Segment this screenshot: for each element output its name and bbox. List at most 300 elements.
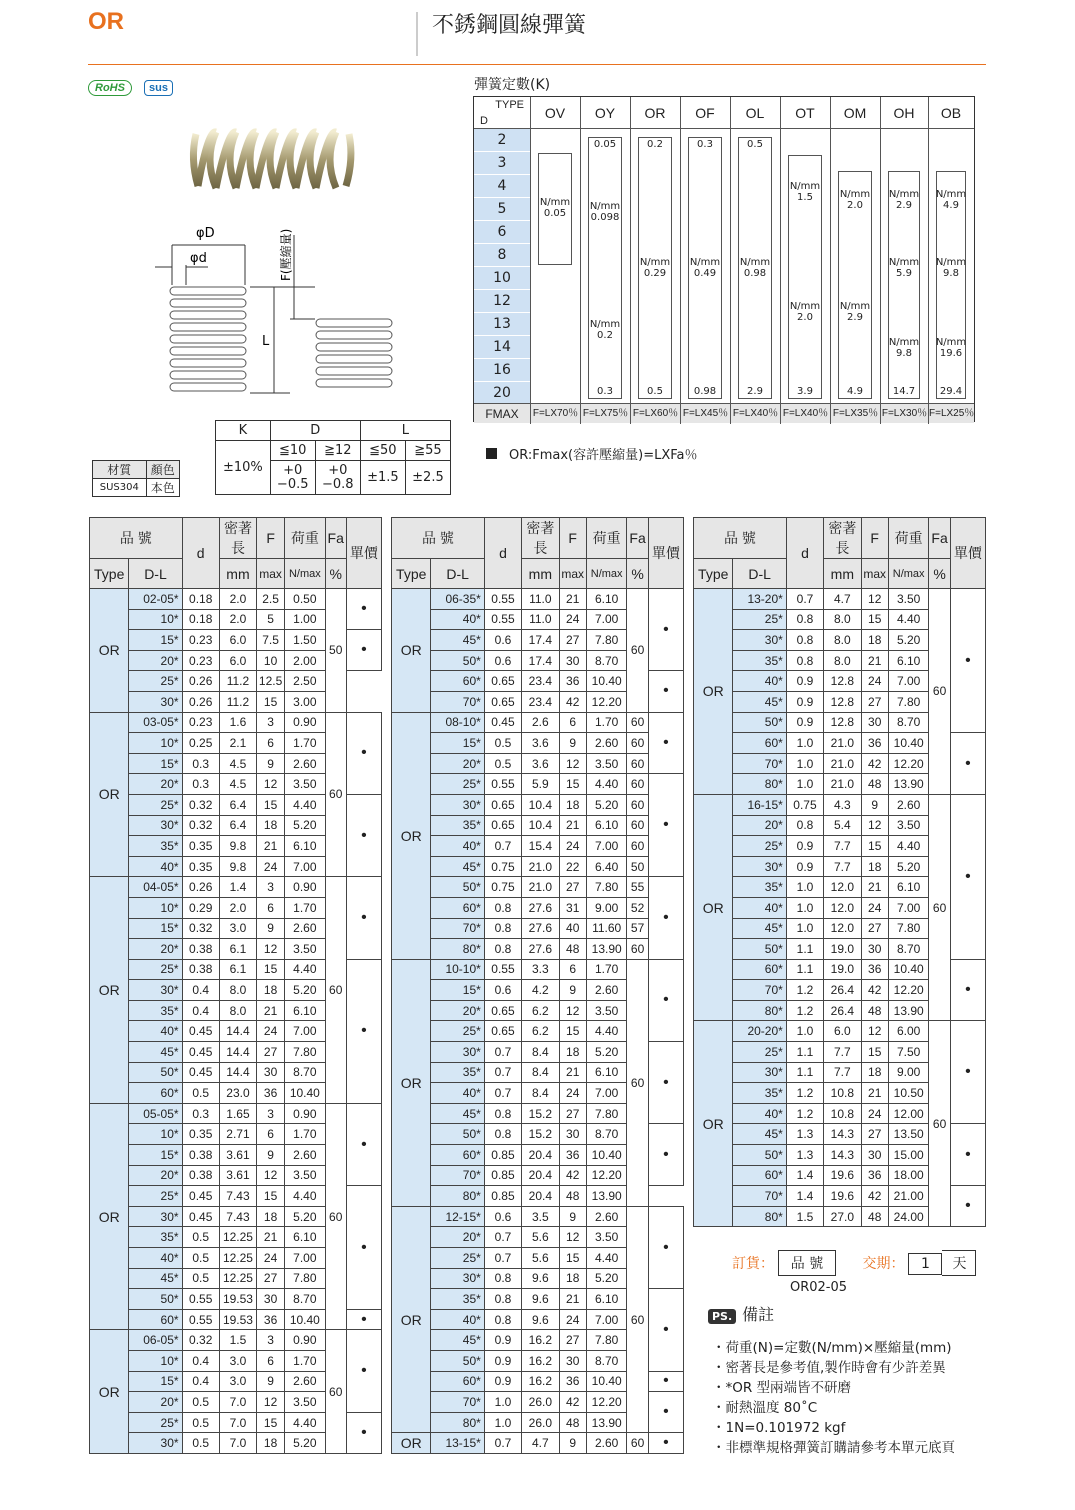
fmax-value: F=LX45％ bbox=[680, 404, 730, 424]
value-cell: 48 bbox=[861, 1206, 888, 1227]
pn-header: 品 號 bbox=[392, 518, 485, 559]
value-cell: 0.18 bbox=[182, 589, 219, 610]
page-title: 不銹鋼圓線彈簧 bbox=[432, 13, 587, 38]
value-cell: 7.00 bbox=[586, 836, 627, 857]
color-value: 本色 bbox=[146, 479, 179, 497]
type-cell: OR bbox=[392, 712, 431, 959]
value-cell: 1.0 bbox=[786, 733, 823, 754]
value-cell: 14.3 bbox=[824, 1145, 861, 1166]
oy-low-line: N/mm bbox=[589, 319, 621, 330]
value-cell: 27 bbox=[559, 877, 586, 898]
value-cell: 10.40 bbox=[888, 959, 929, 980]
value-cell: 9.8 bbox=[219, 836, 256, 857]
dl-cell: 30* bbox=[129, 980, 182, 1001]
table-row[interactable] bbox=[694, 1021, 986, 1042]
value-cell: 1.70 bbox=[285, 897, 325, 918]
oy-bar bbox=[588, 137, 622, 399]
fmax-value: F=LX60％ bbox=[630, 404, 680, 424]
value-cell: 4.3 bbox=[824, 794, 861, 815]
value-cell: 21.0 bbox=[522, 856, 559, 877]
dl-cell: 70* bbox=[431, 1165, 484, 1186]
price-cell: • bbox=[346, 1412, 381, 1453]
dl-cell: 15* bbox=[129, 630, 182, 651]
dl-cell: 06-05* bbox=[129, 1330, 182, 1351]
value-cell: 3.6 bbox=[522, 733, 559, 754]
order-example: OR02-05 bbox=[790, 1280, 848, 1295]
fa-cell: 60 bbox=[929, 794, 950, 1021]
value-cell: 0.9 bbox=[484, 1371, 521, 1392]
om-a-line: 2.0 bbox=[847, 200, 863, 211]
value-cell: 0.9 bbox=[484, 1350, 521, 1371]
value-cell: 21.0 bbox=[824, 774, 861, 795]
value-cell: 27 bbox=[559, 1330, 586, 1351]
value-cell: 31 bbox=[559, 897, 586, 918]
dl-cell: 30* bbox=[733, 1062, 786, 1083]
type-header: OR bbox=[630, 97, 680, 129]
value-cell: 12 bbox=[559, 753, 586, 774]
value-cell: 10.40 bbox=[586, 1371, 627, 1392]
dl-cell: 05-05* bbox=[129, 1103, 182, 1124]
fmax-value: F=LX75％ bbox=[580, 404, 630, 424]
dl-cell: 30* bbox=[129, 691, 182, 712]
value-cell: 19.0 bbox=[824, 959, 861, 980]
value-cell: 12.20 bbox=[586, 1165, 627, 1186]
table-row[interactable] bbox=[90, 589, 382, 610]
column-divider bbox=[830, 97, 831, 421]
value-cell: 6.10 bbox=[888, 650, 929, 671]
value-cell: 1.0 bbox=[786, 877, 823, 898]
d-header: d bbox=[484, 518, 521, 589]
table-row[interactable] bbox=[392, 589, 684, 610]
value-cell: 9 bbox=[559, 733, 586, 754]
price-header: 單價 bbox=[950, 518, 985, 589]
value-cell: 0.90 bbox=[285, 1103, 325, 1124]
value-cell: 3 bbox=[257, 1103, 285, 1124]
value-cell: 8.70 bbox=[888, 712, 929, 733]
value-cell: 8.0 bbox=[219, 980, 256, 1001]
value-cell: 9 bbox=[559, 1433, 586, 1454]
value-cell: 1.2 bbox=[786, 1103, 823, 1124]
dl-cell: 16-15* bbox=[733, 794, 786, 815]
or-mid-line: 0.29 bbox=[643, 268, 667, 279]
remark-item: ・*OR 型兩端皆不研磨 bbox=[712, 1380, 852, 1396]
dl-cell: 50* bbox=[431, 877, 484, 898]
price-cell: • bbox=[950, 1021, 985, 1124]
dl-cell: 20* bbox=[431, 1000, 484, 1021]
d-value-cell: 12 bbox=[474, 290, 530, 313]
value-cell: 7.00 bbox=[586, 1309, 627, 1330]
or-top-line: 0.2 bbox=[647, 139, 663, 150]
type-cell: OR bbox=[90, 877, 129, 1104]
remark-item: ・密著長是參考值,製作時會有少許差異 bbox=[712, 1360, 946, 1376]
value-cell: 2.60 bbox=[285, 1371, 325, 1392]
dl-cell: 25* bbox=[733, 1042, 786, 1063]
value-cell: 7.00 bbox=[888, 897, 929, 918]
value-cell: 30 bbox=[257, 1289, 285, 1310]
table-row[interactable] bbox=[392, 1206, 684, 1227]
dl-cell: 30* bbox=[129, 1206, 182, 1227]
type-header: OL bbox=[730, 97, 780, 129]
om-b bbox=[830, 301, 880, 323]
value-cell: 8.4 bbox=[522, 1042, 559, 1063]
oh-a bbox=[880, 189, 928, 211]
value-cell: 4.7 bbox=[824, 589, 861, 610]
value-cell: 0.7 bbox=[484, 1042, 521, 1063]
dl-cell: 35* bbox=[129, 836, 182, 857]
d-value-cell: 20 bbox=[474, 382, 530, 405]
value-cell: 30 bbox=[559, 1124, 586, 1145]
value-cell: 6.0 bbox=[219, 650, 256, 671]
fmax-row bbox=[474, 403, 974, 423]
value-cell: 0.55 bbox=[484, 774, 521, 795]
value-cell: 1.65 bbox=[219, 1103, 256, 1124]
value-cell: 27 bbox=[559, 1103, 586, 1124]
table-row[interactable] bbox=[392, 794, 684, 815]
type-header: Type bbox=[392, 559, 431, 589]
value-cell: 13.90 bbox=[586, 939, 627, 960]
price-cell: • bbox=[950, 733, 985, 795]
value-cell: 6.10 bbox=[586, 815, 627, 836]
value-cell: 21 bbox=[861, 650, 888, 671]
value-cell: 7.80 bbox=[888, 918, 929, 939]
dl-cell: 40* bbox=[733, 1103, 786, 1124]
value-cell: 7.00 bbox=[888, 671, 929, 692]
value-cell: 0.35 bbox=[182, 856, 219, 877]
ob-c-line: N/mm bbox=[935, 337, 967, 348]
table-row[interactable] bbox=[392, 939, 684, 960]
k-header: K bbox=[216, 421, 271, 441]
fa-cell: 60 bbox=[627, 712, 648, 733]
len-unit: mm bbox=[824, 559, 861, 589]
value-cell: 30 bbox=[861, 712, 888, 733]
value-cell: 9.6 bbox=[522, 1268, 559, 1289]
oh-b-line: 5.9 bbox=[896, 268, 912, 279]
value-cell: 36 bbox=[861, 1165, 888, 1186]
value-cell: 10.8 bbox=[824, 1083, 861, 1104]
value-cell: 3.5 bbox=[522, 1206, 559, 1227]
fa-unit: % bbox=[325, 559, 346, 589]
value-cell: 11.0 bbox=[522, 609, 559, 630]
dl-cell: 20-20* bbox=[733, 1021, 786, 1042]
table-row[interactable] bbox=[90, 1103, 382, 1124]
ol-mid-line: 0.98 bbox=[743, 268, 767, 279]
dl-cell: 25* bbox=[431, 774, 484, 795]
value-cell: 27 bbox=[257, 1268, 285, 1289]
dl-cell: 35* bbox=[129, 1000, 182, 1021]
value-cell: 0.8 bbox=[786, 609, 823, 630]
compression-label: F(壓縮量) bbox=[279, 228, 293, 281]
price-cell: • bbox=[648, 959, 683, 1041]
oy-top-line: 0.05 bbox=[593, 139, 617, 150]
ot-bot-line: 3.9 bbox=[797, 386, 813, 397]
value-cell: 12.25 bbox=[219, 1227, 256, 1248]
value-cell: 0.8 bbox=[786, 650, 823, 671]
remark-item: ・荷重(N)=定數(N/mm)×壓縮量(mm) bbox=[712, 1340, 952, 1356]
fa-cell: 60 bbox=[627, 836, 648, 857]
d-value-cell: 5 bbox=[474, 198, 530, 221]
value-cell: 0.5 bbox=[182, 1248, 219, 1269]
value-cell: 5.20 bbox=[285, 1433, 325, 1454]
len-header: 密著長 bbox=[824, 518, 861, 559]
value-cell: 0.65 bbox=[484, 691, 521, 712]
length-label: L bbox=[262, 334, 270, 349]
value-cell: 18 bbox=[861, 630, 888, 651]
value-cell: 6.10 bbox=[586, 1062, 627, 1083]
value-cell: 21 bbox=[559, 1289, 586, 1310]
fa-cell: 57 bbox=[627, 918, 648, 939]
fa-cell: 60 bbox=[627, 753, 648, 774]
dl-cell: 80* bbox=[733, 774, 786, 795]
dl-cell: 20* bbox=[733, 815, 786, 836]
dl-cell: 15* bbox=[129, 1371, 182, 1392]
value-cell: 0.4 bbox=[182, 980, 219, 1001]
dl-cell: 02-05* bbox=[129, 589, 182, 610]
value-cell: 9.6 bbox=[522, 1309, 559, 1330]
value-cell: 14.4 bbox=[219, 1021, 256, 1042]
value-cell: 2.60 bbox=[285, 918, 325, 939]
table-row[interactable] bbox=[392, 1433, 684, 1454]
value-cell: 7.50 bbox=[888, 1042, 929, 1063]
value-cell: 9.8 bbox=[219, 856, 256, 877]
dl-cell: 40* bbox=[431, 836, 484, 857]
table-row[interactable] bbox=[392, 856, 684, 877]
or-bot-line: 0.5 bbox=[647, 386, 663, 397]
price-header: 單價 bbox=[648, 518, 683, 589]
value-cell: 12.8 bbox=[824, 691, 861, 712]
value-cell: 0.6 bbox=[484, 1206, 521, 1227]
dl-cell: 60* bbox=[431, 671, 484, 692]
fa-cell: 60 bbox=[325, 712, 346, 877]
value-cell: 12.0 bbox=[824, 877, 861, 898]
value-cell: 2.6 bbox=[522, 712, 559, 733]
value-cell: 6.2 bbox=[522, 1021, 559, 1042]
oh-b-line: N/mm bbox=[888, 257, 920, 268]
value-cell: 2.00 bbox=[285, 650, 325, 671]
value-cell: 0.5 bbox=[182, 1412, 219, 1433]
value-cell: 5.4 bbox=[824, 815, 861, 836]
of-bot-line: 0.98 bbox=[693, 386, 717, 397]
type-cell: OR bbox=[392, 1206, 431, 1433]
table-row[interactable] bbox=[392, 774, 684, 795]
type-header: OF bbox=[680, 97, 730, 129]
value-cell: 3.50 bbox=[888, 815, 929, 836]
product-table bbox=[89, 517, 382, 1454]
value-cell: 6 bbox=[257, 897, 285, 918]
value-cell: 7.00 bbox=[586, 1083, 627, 1104]
value-cell: 12.8 bbox=[824, 712, 861, 733]
value-cell: 6.10 bbox=[285, 836, 325, 857]
value-cell: 18 bbox=[257, 980, 285, 1001]
value-cell: 0.90 bbox=[285, 877, 325, 898]
value-cell: 0.5 bbox=[182, 1268, 219, 1289]
value-cell: 48 bbox=[861, 1000, 888, 1021]
table-row[interactable] bbox=[90, 877, 382, 898]
ob-b-line: N/mm bbox=[935, 257, 967, 268]
value-cell: 0.8 bbox=[786, 815, 823, 836]
ol-mid-line: N/mm bbox=[739, 257, 771, 268]
value-cell: 7.7 bbox=[824, 856, 861, 877]
value-cell: 12.20 bbox=[888, 980, 929, 1001]
dl-cell: 70* bbox=[733, 980, 786, 1001]
value-cell: 0.9 bbox=[786, 856, 823, 877]
fa-cell: 60 bbox=[627, 815, 648, 836]
dl-cell: 40* bbox=[431, 609, 484, 630]
value-cell: 21 bbox=[559, 1062, 586, 1083]
table-row[interactable] bbox=[392, 918, 684, 939]
f-unit: max bbox=[559, 559, 586, 589]
value-cell: 12 bbox=[257, 774, 285, 795]
value-cell: 2.0 bbox=[219, 897, 256, 918]
value-cell: 10.40 bbox=[586, 671, 627, 692]
value-cell: 7.80 bbox=[586, 1103, 627, 1124]
value-cell: 12 bbox=[257, 939, 285, 960]
table-row[interactable] bbox=[392, 836, 684, 857]
value-cell: 18 bbox=[257, 815, 285, 836]
ol-bot bbox=[730, 386, 780, 397]
value-cell: 0.45 bbox=[182, 1042, 219, 1063]
value-cell: 1.0 bbox=[786, 1021, 823, 1042]
material-value: SUS304 bbox=[93, 479, 147, 497]
ov-value-line: N/mm bbox=[539, 197, 571, 208]
value-cell: 30 bbox=[559, 1350, 586, 1371]
value-cell: 2.60 bbox=[285, 1145, 325, 1166]
pn-header: 品 號 bbox=[694, 518, 787, 559]
value-cell: 18 bbox=[559, 1042, 586, 1063]
ol-top-line: 0.5 bbox=[747, 139, 763, 150]
value-cell: 15 bbox=[559, 774, 586, 795]
l-header: L bbox=[360, 421, 450, 441]
value-cell: 6.1 bbox=[219, 939, 256, 960]
dl-cell: 15* bbox=[129, 918, 182, 939]
table-row[interactable] bbox=[90, 712, 382, 733]
type-d-corner bbox=[474, 97, 530, 129]
value-cell: 3.6 bbox=[522, 753, 559, 774]
value-cell: 24 bbox=[257, 856, 285, 877]
of-mid-line: 0.49 bbox=[693, 268, 717, 279]
dl-cell: 35* bbox=[431, 1289, 484, 1310]
value-cell: 0.90 bbox=[285, 1330, 325, 1351]
value-cell: 18 bbox=[559, 1268, 586, 1289]
value-cell: 30 bbox=[559, 650, 586, 671]
header-divider bbox=[416, 12, 418, 56]
value-cell: 30 bbox=[257, 1062, 285, 1083]
value-cell: 13.90 bbox=[586, 1186, 627, 1207]
value-cell: 20.4 bbox=[522, 1186, 559, 1207]
column-divider bbox=[530, 97, 531, 421]
dl-cell: 40* bbox=[129, 856, 182, 877]
value-cell: 2.60 bbox=[586, 1206, 627, 1227]
dl-cell: 80* bbox=[431, 939, 484, 960]
dl-cell: 20* bbox=[129, 1392, 182, 1413]
value-cell: 42 bbox=[559, 1165, 586, 1186]
value-cell: 42 bbox=[559, 1392, 586, 1413]
dl-cell: 40* bbox=[129, 1021, 182, 1042]
value-cell: 9.00 bbox=[888, 1062, 929, 1083]
value-cell: 9 bbox=[257, 1145, 285, 1166]
value-cell: 0.75 bbox=[484, 877, 521, 898]
value-cell: 1.5 bbox=[786, 1206, 823, 1227]
table-row[interactable] bbox=[392, 815, 684, 836]
value-cell: 23.0 bbox=[219, 1083, 256, 1104]
color-header: 顏色 bbox=[146, 461, 179, 479]
value-cell: 12.20 bbox=[888, 753, 929, 774]
table-row[interactable] bbox=[90, 1330, 382, 1351]
value-cell: 2.50 bbox=[285, 671, 325, 692]
table-row[interactable] bbox=[392, 733, 684, 754]
value-cell: 0.32 bbox=[182, 918, 219, 939]
value-cell: 9 bbox=[257, 1371, 285, 1392]
type-header: OY bbox=[580, 97, 630, 129]
load-header: 荷重 bbox=[285, 518, 325, 559]
value-cell: 3.0 bbox=[219, 918, 256, 939]
ob-bot-line: 29.4 bbox=[939, 386, 963, 397]
dl-cell: 70* bbox=[733, 1186, 786, 1207]
value-cell: 16.2 bbox=[522, 1350, 559, 1371]
value-cell: 21 bbox=[861, 1083, 888, 1104]
fmax-value: F=LX35％ bbox=[830, 404, 880, 424]
dl-cell: 35* bbox=[431, 815, 484, 836]
table-row[interactable] bbox=[694, 794, 986, 815]
oy-top bbox=[580, 139, 630, 150]
ov-value-line: 0.05 bbox=[543, 208, 567, 219]
value-cell: 26.0 bbox=[522, 1412, 559, 1433]
value-cell: 0.38 bbox=[182, 1165, 219, 1186]
dl-cell: 40* bbox=[431, 1309, 484, 1330]
value-cell: 6.10 bbox=[888, 877, 929, 898]
value-cell: 24 bbox=[257, 1248, 285, 1269]
table-row[interactable] bbox=[392, 753, 684, 774]
price-cell: • bbox=[648, 589, 683, 671]
value-cell: 9 bbox=[257, 753, 285, 774]
value-cell: 0.65 bbox=[484, 671, 521, 692]
value-cell: 5.20 bbox=[285, 1206, 325, 1227]
load-unit: N/max bbox=[285, 559, 325, 589]
value-cell: 9 bbox=[559, 980, 586, 1001]
value-cell: 7.43 bbox=[219, 1186, 256, 1207]
value-cell: 0.32 bbox=[182, 815, 219, 836]
value-cell: 3 bbox=[257, 712, 285, 733]
ob-b-line: 9.8 bbox=[943, 268, 959, 279]
value-cell: 0.55 bbox=[484, 589, 521, 610]
value-cell: 36 bbox=[257, 1309, 285, 1330]
or-mid-line: N/mm bbox=[639, 257, 671, 268]
value-cell: 12.20 bbox=[586, 1392, 627, 1413]
dl-cell: 40* bbox=[431, 1083, 484, 1104]
value-cell: 7.80 bbox=[285, 1268, 325, 1289]
price-cell: • bbox=[346, 1330, 381, 1412]
spring-constant-title: 彈簧定數(K) bbox=[474, 77, 551, 93]
value-cell: 36 bbox=[559, 1145, 586, 1166]
table-row[interactable] bbox=[392, 877, 684, 898]
value-cell: 7.7 bbox=[824, 1042, 861, 1063]
table-row[interactable] bbox=[694, 589, 986, 610]
value-cell: 0.8 bbox=[484, 1309, 521, 1330]
price-cell: • bbox=[648, 1124, 683, 1186]
table-row[interactable] bbox=[392, 897, 684, 918]
fa-cell: 60 bbox=[929, 1021, 950, 1227]
value-cell: 40 bbox=[559, 918, 586, 939]
value-cell: 0.55 bbox=[182, 1289, 219, 1310]
type-header: OH bbox=[880, 97, 928, 129]
value-cell: 13.90 bbox=[888, 774, 929, 795]
value-cell: 0.85 bbox=[484, 1145, 521, 1166]
dl-cell: 50* bbox=[129, 1289, 182, 1310]
value-cell: 11.2 bbox=[219, 671, 256, 692]
table-row[interactable] bbox=[392, 712, 684, 733]
table-row[interactable] bbox=[392, 959, 684, 980]
fa-cell: 60 bbox=[325, 1103, 346, 1330]
value-cell: 3.50 bbox=[586, 753, 627, 774]
